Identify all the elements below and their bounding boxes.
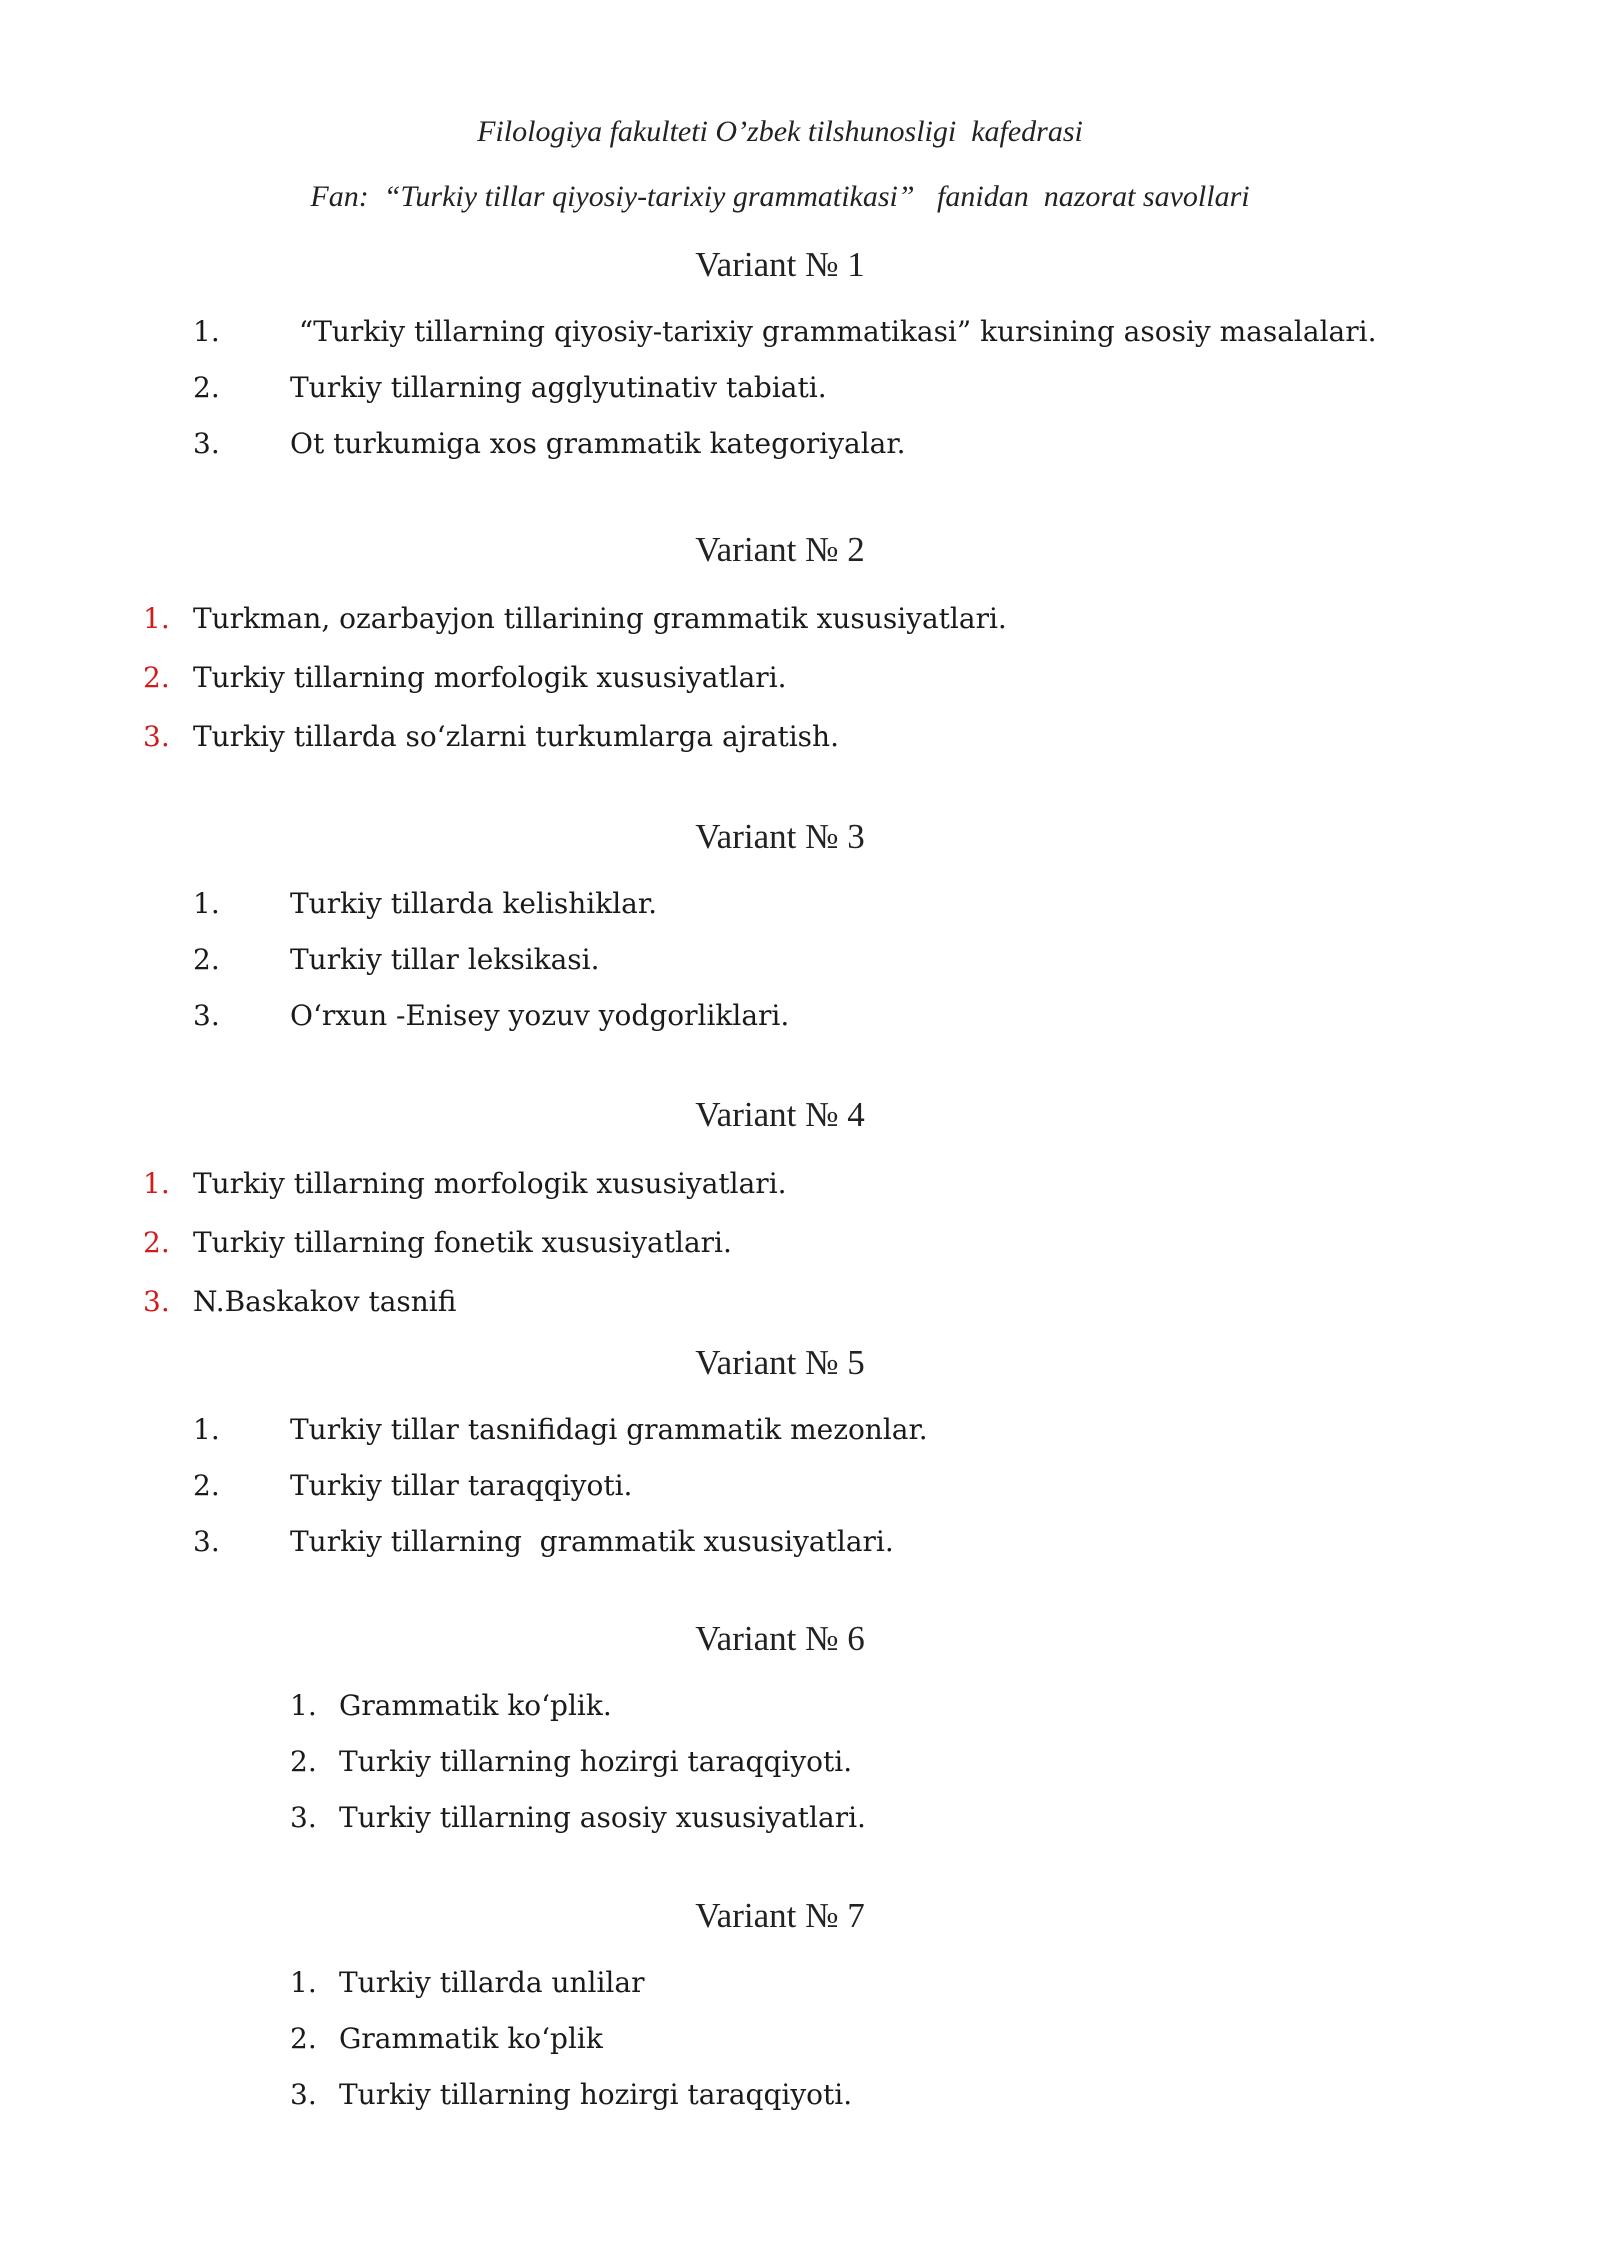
variant-title: Variant № 5 xyxy=(695,1343,865,1382)
item-text: Turkiy tillarning hozirgi taraqqiyoti. xyxy=(339,1745,853,1778)
variant-title: Variant № 6 xyxy=(695,1619,865,1658)
item-text: Turkiy tillarning morfologik xususiyatlari. xyxy=(193,661,787,694)
faculty-header: Filologiya fakulteti O’zbek tilshunosligi kafedrasi xyxy=(477,115,1083,148)
item-number: 3. xyxy=(143,1285,170,1318)
item-text: Grammatik ko‘plik. xyxy=(339,1689,612,1722)
item-number: 2. xyxy=(290,2022,317,2055)
item-text: Turkiy tillarning asosiy xususiyatlari. xyxy=(339,1801,866,1834)
item-number: 1. xyxy=(143,1167,170,1200)
item-text: Turkman, ozarbayjon tillarining grammatik xususiyatlari. xyxy=(193,602,1007,635)
item-number: 2. xyxy=(143,1226,170,1259)
variant-title: Variant № 1 xyxy=(695,245,865,284)
item-text: Turkiy tillarda unlilar xyxy=(339,1966,645,1999)
course-header: Fan: “Turkiy tillar qiyosiy-tarixiy grammatikasi” fanidan nazorat savollari xyxy=(310,180,1250,213)
item-text: N.Baskakov tasnifi xyxy=(193,1285,457,1318)
item-text: O‘rxun -Enisey yozuv yodgorliklari. xyxy=(290,999,790,1032)
item-number: 1. xyxy=(290,1966,317,1999)
item-text: Turkiy tillarda kelishiklar. xyxy=(290,887,658,920)
item-number: 2. xyxy=(143,661,170,694)
item-text: Turkiy tillar tasnifidagi grammatik mezonlar. xyxy=(290,1413,928,1446)
item-text: Turkiy tillarda so‘zlarni turkumlarga ajratish. xyxy=(193,720,839,753)
item-number: 1. xyxy=(290,1689,317,1722)
variant-title: Variant № 2 xyxy=(695,530,865,569)
variant-title: Variant № 4 xyxy=(695,1095,865,1134)
item-text: Turkiy tillarning hozirgi taraqqiyoti. xyxy=(339,2078,853,2111)
item-text: Turkiy tillarning morfologik xususiyatlari. xyxy=(193,1167,787,1200)
item-number: 1. xyxy=(143,602,170,635)
item-text: “Turkiy tillarning qiyosiy-tarixiy grammatikasi” kursining asosiy masalalari. xyxy=(290,315,1377,348)
item-number: 1. xyxy=(193,1413,220,1446)
item-number: 3. xyxy=(290,2078,317,2111)
item-number: 2. xyxy=(290,1745,317,1778)
variant-title: Variant № 3 xyxy=(695,817,865,856)
item-text: Ot turkumiga xos grammatik kategoriyalar. xyxy=(290,427,906,460)
variant-title: Variant № 7 xyxy=(695,1896,865,1935)
item-number: 1. xyxy=(193,315,220,348)
item-number: 2. xyxy=(193,1469,220,1502)
item-text: Turkiy tillarning agglyutinativ tabiati. xyxy=(290,371,827,404)
item-text: Grammatik ko‘plik xyxy=(339,2022,603,2055)
item-number: 3. xyxy=(143,720,170,753)
item-number: 3. xyxy=(290,1801,317,1834)
item-text: Turkiy tillarning fonetik xususiyatlari. xyxy=(193,1226,732,1259)
item-number: 2. xyxy=(193,371,220,404)
item-number: 3. xyxy=(193,1525,220,1558)
item-number: 2. xyxy=(193,943,220,976)
item-number: 3. xyxy=(193,999,220,1032)
item-text: Turkiy tillar taraqqiyoti. xyxy=(290,1469,633,1502)
item-text: Turkiy tillarning grammatik xususiyatlari. xyxy=(290,1525,894,1558)
item-number: 3. xyxy=(193,427,220,460)
item-text: Turkiy tillar leksikasi. xyxy=(290,943,600,976)
item-number: 1. xyxy=(193,887,220,920)
